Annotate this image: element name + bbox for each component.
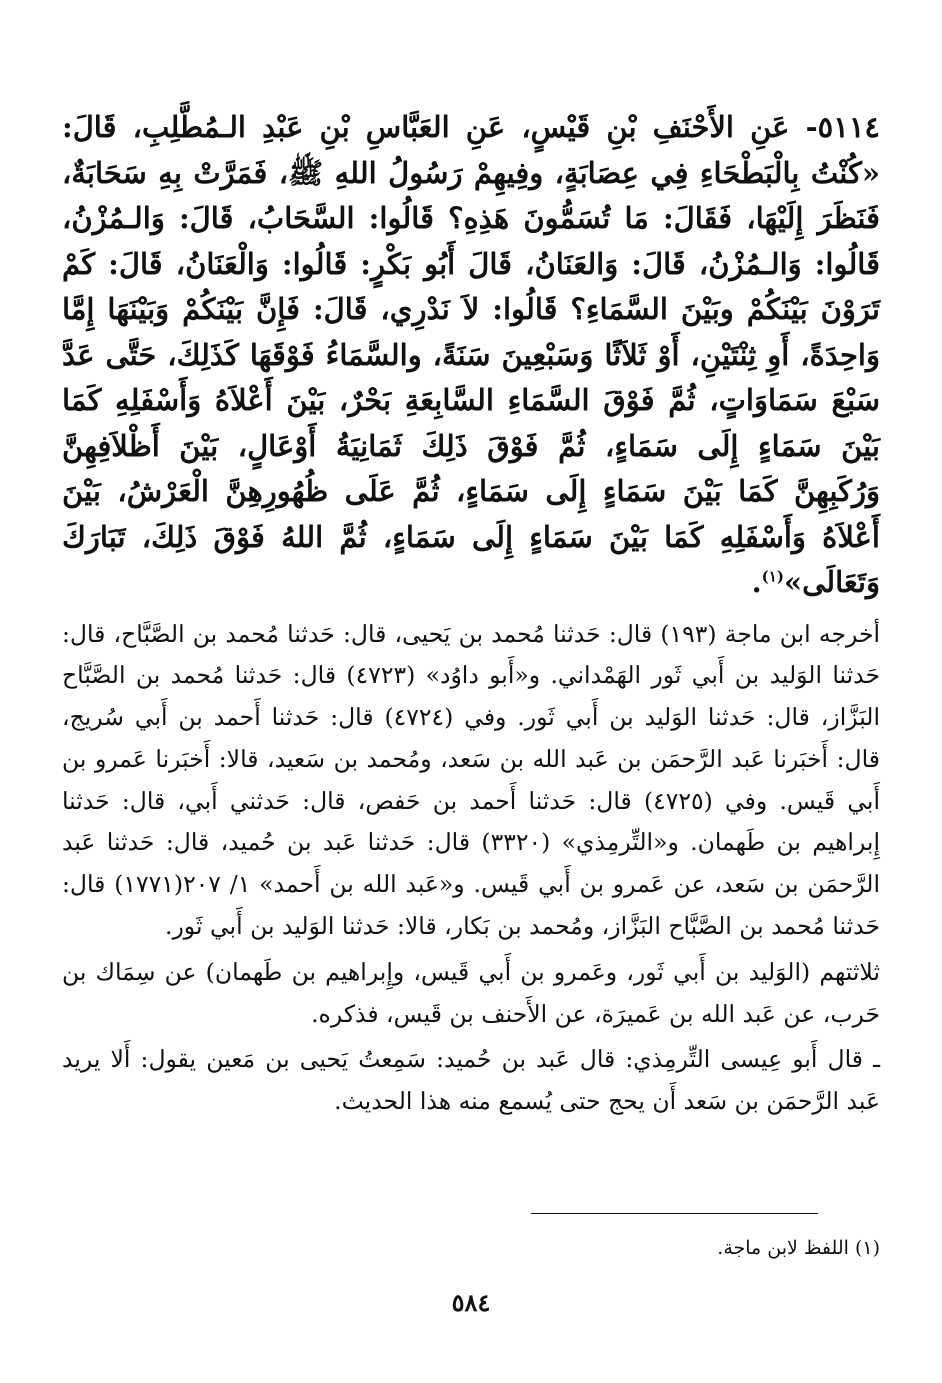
- hadith-number: ٥١١٤-: [805, 110, 880, 144]
- hadith-isnad: عَنِ الأَحْنَفِ بْنِ قَيْسٍ، عَنِ العَبَّاسِ بْنِ عَبْدِ الـمُطَّلِبِ، قَالَ:: [62, 110, 790, 144]
- hadith-end: .: [751, 565, 762, 599]
- page-body: [62, 105, 880, 1123]
- hadith-matn: «كُنْتُ بِالْبَطْحَاءِ فِي عِصَابَةٍ، وفِيهِمْ رَسُولُ اللهِ ﷺ، فَمَرَّتْ بِهِ سَحَابَةٌ، فَنَظَرَ إِلَيْهَا، فَقَالَ: مَا تُسَمُّونَ هَذِهِ؟ قَالُوا: السَّحَابُ، قَالَ: وَالـمُزْنُ، قَالُوا: وَالـمُزْنُ، قَالَ: وَالعَنَانُ، قَالَ أَبُو بَكْرٍ: قَالُوا: وَالْعَنَانُ، قَالَ: كَمْ تَرَوْنَ بَيْنَكُمْ وبَيْنَ السَّمَاءِ؟ قَالُوا: لاَ نَدْرِي، قَالَ: فَإِنَّ بَيْنَكُمْ وَبَيْنَهَا إِمَّا وَاحِدَةً، أَوِ ثِنْتَيْنِ، أَوْ ثَلاَثًا وَسَبْعِينَ سَنَةً، والسَّمَاءُ فَوْقَهَا كَذَلِكَ، حَتَّى عَدَّ سَبْعَ سَمَاوَاتٍ، ثُمَّ فَوْقَ السَّمَاءِ السَّابِعَةِ بَحْرٌ، بَيْنَ أَعْلاَهُ وَأَسْفَلِهِ كَمَا بَيْنَ سَمَاءٍ إِلَى سَمَاءٍ، ثُمَّ فَوْقَ ذَلِكَ ثَمَانِيَةُ أَوْعَالٍ، بَيْنَ أَظْلاَفِهِنَّ وَرُكَبِهِنَّ كَمَا بَيْنَ سَمَاءٍ إِلَى سَمَاءٍ، ثُمَّ عَلَى ظُهُورِهِنَّ الْعَرْشُ، بَيْنَ أَعْلاَهُ وَأَسْفَلِهِ كَمَا بَيْنَ سَمَاءٍ إِلَى سَمَاءٍ، ثُمَّ اللهُ فَوْقَ ذَلِكَ، تَبَارَكَ وَتَعَالَى»: [62, 155, 880, 599]
- footnote-divider: [531, 1213, 818, 1214]
- page-number: ٥٨٤: [451, 1288, 491, 1317]
- tirmidhi-comment: ـ قال أَبو عِيسى التِّرمِذي: قال عَبد بن حُميد: سَمِعتُ يَحيى بن مَعين يقول: أَلا يريد عَبد الرَّحمَن بن سَعد أَن يحج حتى يُسمع منه هذا الحديث.: [62, 1045, 880, 1116]
- hadith-text: [62, 105, 880, 606]
- footnote-marker: (١): [761, 567, 784, 586]
- takhrij-paragraph-2: ثلاثتهم (الوَليد بن أَبي ثَور، وعَمرو بن أَبي قَيس، وإِبراهيم بن طَهمان) عن سِمَاك بن حَرب، عن عَبد الله بن عَميرَة، عن الأَحنف بن قَيس، فذكره.: [62, 957, 880, 1028]
- footnote: (١) اللفظ لابن ماجة.: [717, 1237, 880, 1259]
- takhrij-paragraph-1: أخرجه ابن ماجة (١٩٣) قال: حَدثنا مُحمد بن يَحيى، قال: حَدثنا مُحمد بن الصَّبَّاح، قال: حَدثنا الوَليد بن أَبي ثَور الهَمْداني. و«أَبو داوُد» (٤٧٢٣) قال: حَدثنا مُحمد بن الصَّبَّاح البَزَّاز، قال: حَدثنا الوَليد بن أَبي ثَور. وفي (٤٧٢٤) قال: حَدثنا أَحمد بن أَبي سُريج، قال: أَخبَرنا عَبد الرَّحمَن بن عَبد الله بن سَعد، ومُحمد بن سَعيد، قالا: أَخبَرنا عَمرو بن أَبي قَيس. وفي (٤٧٢٥) قال: حَدثنا أَحمد بن حَفص، قال: حَدثني أَبي، قال: حَدثنا إِبراهيم بن طَهمان. و«التِّرمِذي» (٣٣٢٠) قال: حَدثنا عَبد بن حُميد، قال: حَدثنا عَبد الرَّحمَن بن سَعد، عن عَمرو بن أَبي قَيس. و«عَبد الله بن أَحمد» ١/ ٢٠٧(١٧٧١) قال: حَدثنا مُحمد بن الصَّبَّاح البَزَّاز، ومُحمد بن بَكار، قالا: حَدثنا الوَليد بن أَبي ثَور.: [62, 619, 880, 941]
